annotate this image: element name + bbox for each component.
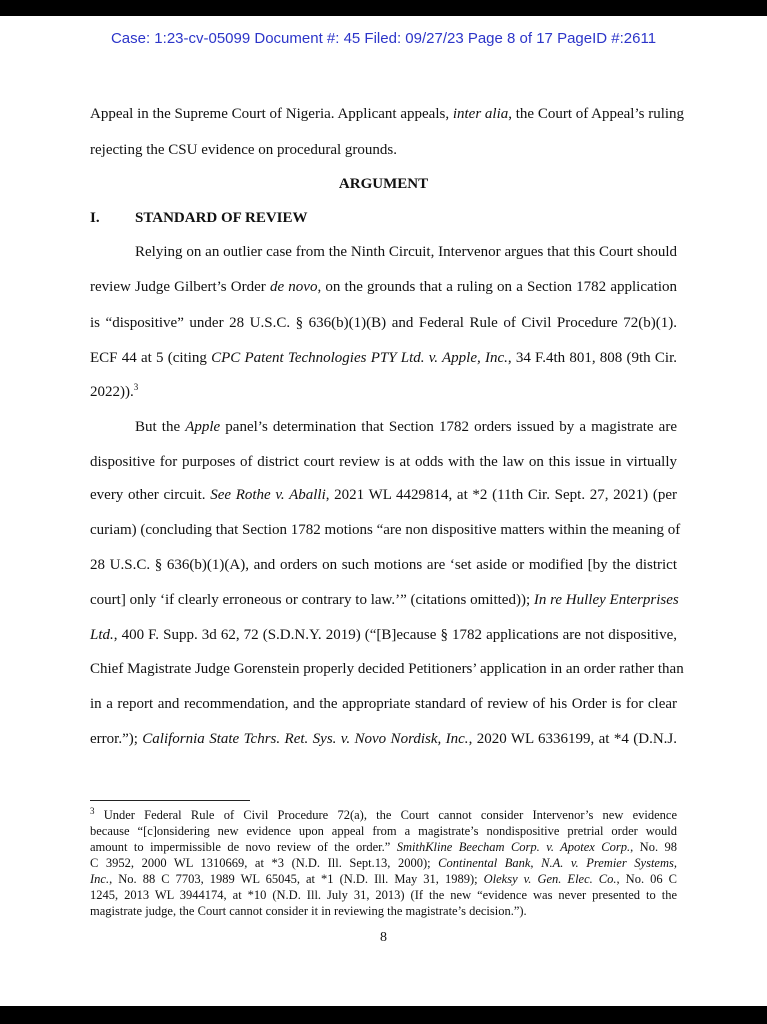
body-line: in a report and recommendation, and the appropriate standard of review of his Order is for clear bbox=[90, 696, 677, 712]
text: , No. 98 bbox=[630, 840, 677, 854]
italic-text: de novo bbox=[269, 279, 318, 295]
footnote-line bbox=[90, 840, 677, 855]
footnote-line bbox=[90, 805, 677, 823]
italic-text: See Rothe v. Aballi bbox=[210, 487, 326, 503]
body-line: dispositive for purposes of district court review is at odds with the law on this issue in virtually bbox=[90, 454, 677, 470]
text: , the Court of Appeal’s ruling bbox=[508, 106, 685, 122]
text: ECF 44 at 5 (citing bbox=[90, 350, 212, 366]
italic-text: California State Tchrs. Ret. Sys. v. Novo Nordisk, Inc. bbox=[142, 731, 469, 747]
body-line bbox=[90, 487, 677, 504]
italic-text: CPC Patent Technologies PTY Ltd. v. Apple, Inc. bbox=[211, 350, 508, 366]
italic-text: SmithKline Beecham Corp. v. Apotex Corp. bbox=[396, 840, 631, 854]
section-heading bbox=[90, 210, 677, 227]
body-line bbox=[90, 384, 677, 401]
footnote-line bbox=[90, 856, 677, 871]
body-line bbox=[90, 106, 685, 123]
body-line: Chief Magistrate Judge Gorenstein properly decided Petitioners’ application in an order rather than bbox=[90, 661, 684, 677]
text: 2022)). bbox=[90, 384, 134, 400]
section-number: I. bbox=[90, 210, 100, 226]
text: panel’s determination that Section 1782 orders issued by a magistrate are bbox=[220, 419, 677, 435]
text: , 34 F.4th 801, 808 (9th Cir. bbox=[507, 350, 677, 366]
footnote-ref: 3 bbox=[133, 382, 139, 392]
text: Appeal in the Supreme Court of Nigeria. Applicant appeals, bbox=[90, 106, 453, 122]
text: C 3952, 2000 WL 1310669, at *3 (N.D. Ill. Sept.13, 2000); bbox=[90, 856, 439, 870]
body-line bbox=[90, 627, 677, 644]
footnote-divider bbox=[90, 800, 250, 801]
text: , on the grounds that a ruling on a Section 1782 application bbox=[317, 279, 677, 295]
text: every other circuit. bbox=[90, 487, 211, 503]
section-title: STANDARD OF REVIEW bbox=[135, 210, 308, 226]
footnote-line: magistrate judge, the Court cannot consider it in reviewing the magistrate’s decision.”). bbox=[90, 904, 527, 918]
body-line: 28 U.S.C. § 636(b)(1)(A), and orders on such motions are ‘set aside or modified [by the district bbox=[90, 557, 677, 573]
body-line: is “dispositive” under 28 U.S.C. § 636(b)(1)(B) and Federal Rule of Civil Procedure 72(b)(1). bbox=[90, 315, 677, 331]
italic-text: inter alia bbox=[452, 106, 509, 122]
italic-text: Inc. bbox=[90, 872, 110, 886]
footnote-line: 1245, 2013 WL 3944174, at *10 (N.D. Ill. July 31, 2013) (If the new “evidence was never presented to the bbox=[90, 888, 677, 902]
body-line bbox=[90, 731, 677, 748]
text: , 2020 WL 6336199, at *4 (D.N.J. bbox=[468, 731, 678, 747]
case-header: Case: 1:23-cv-05099 Document #: 45 Filed: 09/27/23 Page 8 of 17 PageID #:2611 bbox=[110, 30, 657, 47]
page-number: 8 bbox=[380, 930, 387, 945]
footnote-line bbox=[90, 872, 677, 887]
body-line bbox=[90, 279, 677, 296]
footnote-marker: 3 bbox=[90, 805, 95, 816]
body-line bbox=[135, 419, 677, 436]
text: court] only ‘if clearly erroneous or contrary to law.’” (citations omitted)); bbox=[90, 592, 534, 608]
footnote-line: because “[c]onsidering new evidence upon appeal from a magistrate’s nondispositive pretrial order would bbox=[90, 824, 677, 838]
italic-text: Ltd. bbox=[90, 627, 114, 643]
text: , 400 F. Supp. 3d 62, 72 (S.D.N.Y. 2019) (“[B]ecause § 1782 applications are not dispositive, bbox=[113, 627, 677, 643]
italic-text: Oleksy v. Gen. Elec. Co. bbox=[483, 872, 617, 886]
body-line: curiam) (concluding that Section 1782 motions “are non dispositive matters within the meaning of bbox=[90, 522, 681, 538]
text: , No. 06 C bbox=[616, 872, 677, 886]
italic-text: Continental Bank, N.A. v. Premier Systems, bbox=[438, 856, 677, 870]
italic-text: Apple bbox=[185, 419, 221, 435]
body-line bbox=[90, 592, 677, 609]
argument-heading: ARGUMENT bbox=[338, 176, 429, 192]
body-line bbox=[90, 350, 677, 367]
bottom-border bbox=[0, 1006, 767, 1024]
body-line: Relying on an outlier case from the Ninth Circuit, Intervenor argues that this Court should bbox=[135, 244, 677, 260]
italic-text: In re Hulley Enterprises bbox=[533, 592, 679, 608]
text: Under Federal Rule of Civil Procedure 72(a), the Court cannot consider Intervenor’s new evidence bbox=[94, 808, 677, 822]
body-line: rejecting the CSU evidence on procedural grounds. bbox=[90, 142, 397, 158]
top-border bbox=[0, 0, 767, 16]
text: amount to impermissible de novo review of the order.” bbox=[90, 840, 397, 854]
text: review Judge Gilbert’s Order bbox=[90, 279, 270, 295]
text: But the bbox=[135, 419, 186, 435]
text: , No. 88 C 7703, 1989 WL 65045, at *1 (N.D. Ill. May 31, 1989); bbox=[109, 872, 484, 886]
text: error.”); bbox=[90, 731, 143, 747]
text: , 2021 WL 4429814, at *2 (11th Cir. Sept. 27, 2021) (per bbox=[325, 487, 677, 503]
